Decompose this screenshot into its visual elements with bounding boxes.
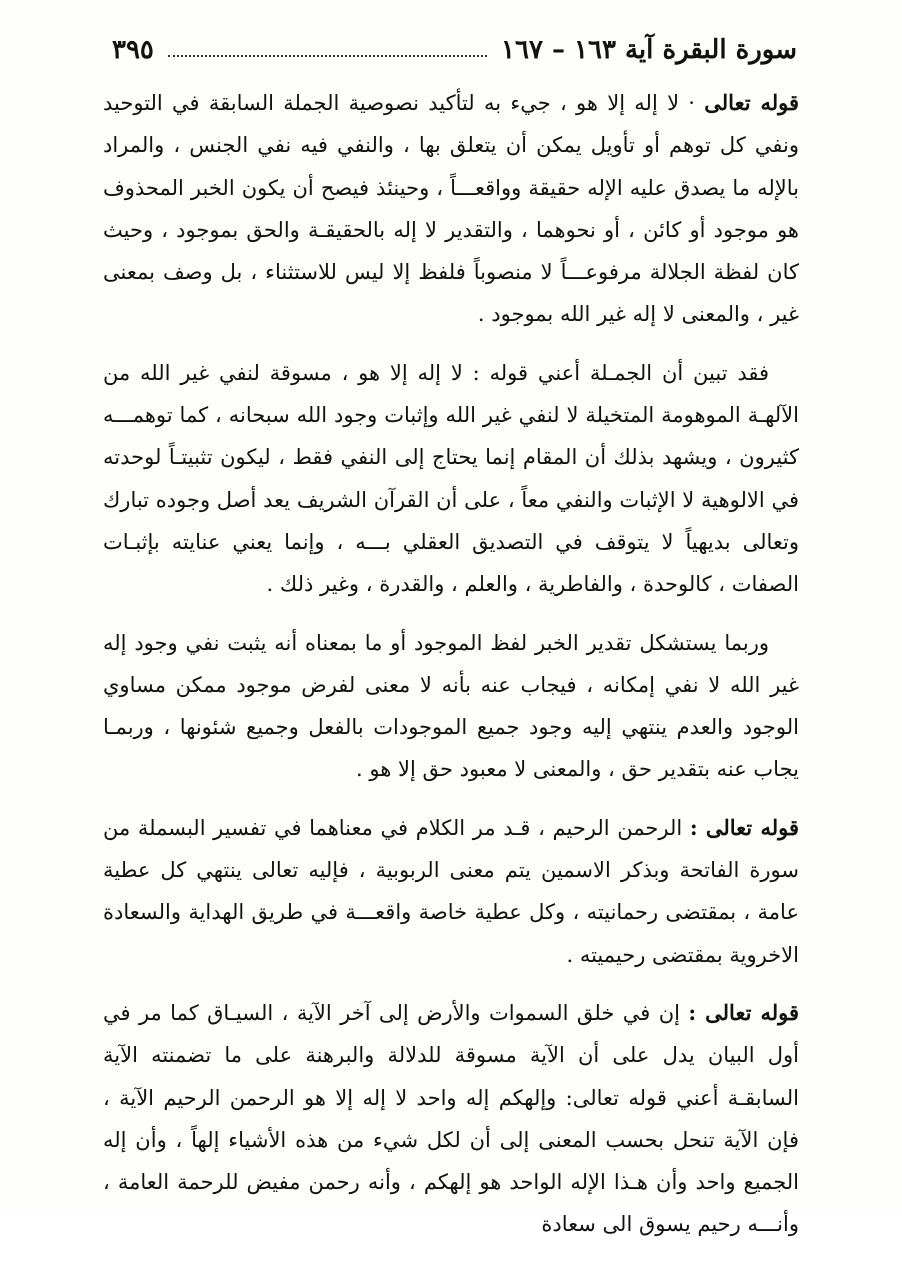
- paragraph-lead: قوله تعالى :: [688, 999, 799, 1025]
- paragraph-text: · لا إله إلا هو ، جيء به لتأكيد نصوصية الجملة السابقة في التوحيد ونفي كل توهم أو تأويل يمكن أن يتعلق بها ، والنفي فيه نفي الجنس ، والمراد بالإله ما يصدق عليه الإله حقيقة وواقعـــاً ، وحينئذ فيصح أن يكون الخبر المحذوف هو موجود أو كائن ، أو نحوهما ، والتقدير لا إله بالحقيقـة والحق بموجود ، وحيث كان لفظة الجلالة مرفوعـــاً لا منصوباً فلفظ إلا ليس للاستثناء ، بل وصف بمعنى غير ، والمعنى لا إله غير الله بموجود .: [103, 91, 799, 327]
- paragraph-lead: قوله تعالى :: [689, 814, 799, 840]
- paragraph-text: وربما يستشكل تقدير الخبر لفظ الموجود أو ما بمعناه أنه يثبت نفي وجود إله غير الله لا نفي إمكانه ، فيجاب عنه بأنه لا معنى لفرض موجود ممكن مساوي الوجود والعدم ينتهي إليه وجود جميع الموجودات بالفعل وجميع شئونها ، وربمـا يجاب عنه بتقدير حق ، والمعنى لا معبود حق إلا هو .: [103, 630, 799, 782]
- paragraph-lead: قوله تعالى: [704, 90, 799, 115]
- page-header: [112, 30, 797, 70]
- paragraph-2: [103, 352, 799, 606]
- page-number: ٣٩٥: [112, 35, 154, 65]
- paragraph-5: [103, 992, 799, 1246]
- paragraph-1: [103, 82, 799, 336]
- paragraph-text: إن في خلق السموات والأرض إلى آخر الآية ، السيـاق كما مر في أول البيان يدل على أن الآية مسوقة للدلالة والبرهنة على ما تضمنته الآية السابقـة أعني قوله تعالى: وإلهكم إله واحد لا إله إلا هو الرحمن الرحيم الآية ، فإن الآية تنحل بحسب المعنى إلى أن لكل شيء من هذه الأشياء إلهاً ، وأن إله الجميع واحد وأن هـذا الإله الواحد هو إلهكم ، وأنه رحمن مفيض للرحمة العامة ، وأنـــه رحيم يسوق الى سعادة: [103, 1000, 799, 1237]
- header-leader-dots: [168, 55, 487, 57]
- page-body: [103, 82, 799, 1262]
- paragraph-3: [103, 622, 799, 791]
- running-title: سورة البقرة آية ١٦٣ – ١٦٧: [501, 35, 797, 65]
- paragraph-text: فقد تبين أن الجمـلة أعني قوله : لا إله إلا هو ، مسوقة لنفي غير الله من الآلهـة الموهومة المتخيلة لا لنفي غير الله وإثبات وجود الله سبحانه ، كما توهمـــه كثيرون ، ويشهد بذلك أن المقام إنما يحتاج إلى النفي فقط ، ليكون تثبيتـاً لوحدته في الالوهية لا الإثبات والنفي معاً ، على أن القرآن الشريف يعد أصل وجوده تبارك وتعالى بديهياً لا يتوقف في التصديق العقلي بـــه ، وإنما يعني عنايته بإثبـات الصفات ، كالوحدة ، والفاطرية ، والعلم ، والقدرة ، وغير ذلك .: [103, 360, 799, 597]
- paragraph-4: [103, 807, 799, 976]
- paragraph-text: الرحمن الرحيم ، قـد مر الكلام في معناهما في تفسير البسملة من سورة الفاتحة وبذكر الاسمين يتم معنى الربوبية ، فإليه تعالى ينتهي كل عطية عامة ، بمقتضى رحمانيته ، وكل عطية خاصة واقعـــة في طريق الهداية والسعادة الاخروية بمقتضى رحيميته .: [103, 815, 799, 967]
